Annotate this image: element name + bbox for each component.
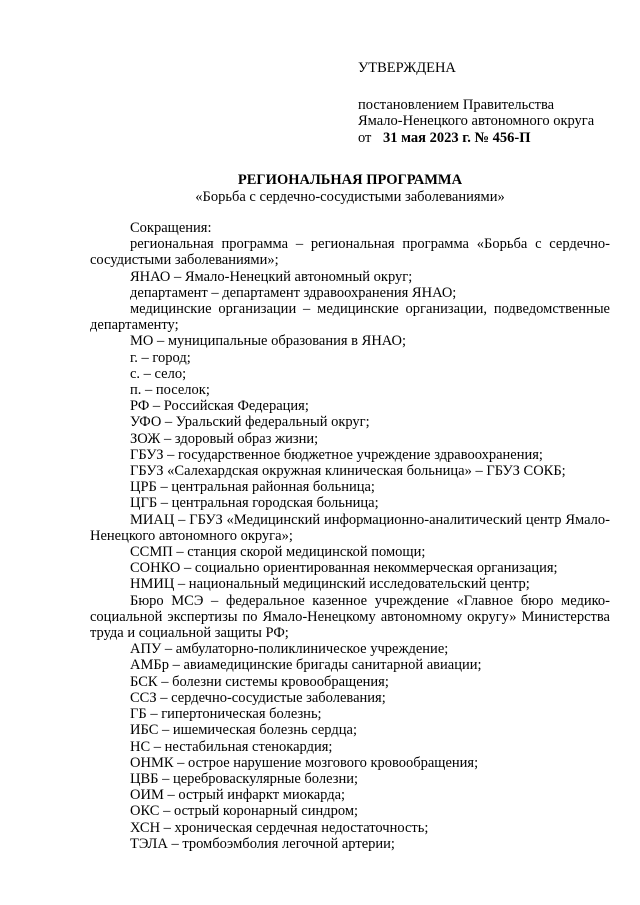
approval-date-prefix: от xyxy=(358,129,372,146)
abbreviation-item: ГБ – гипертоническая болезнь; xyxy=(130,706,322,723)
abbreviation-item: БСК – болезни системы кровообращения; xyxy=(130,673,389,690)
approval-date-line xyxy=(358,130,628,147)
approval-stamp: УТВЕРЖДЕНА xyxy=(358,60,456,76)
abbreviation-item: ЯНАО – Ямало-Ненецкий автономный округ; xyxy=(130,268,413,285)
abbreviation-item: п. – поселок; xyxy=(130,382,210,399)
abbreviation-item: региональная программа – региональная программа «Борьба с сердечно-сосудистыми заболеваниями»; xyxy=(90,236,610,269)
abbreviation-item: ЦРБ – центральная районная больница; xyxy=(130,479,375,496)
abbreviation-item: ГБУЗ – государственное бюджетное учреждение здравоохранения; xyxy=(130,446,543,463)
abbreviation-item: СОНКО – социально ориентированная некоммерческая организация; xyxy=(130,560,558,577)
abbreviations-list xyxy=(90,220,610,852)
abbreviation-item: РФ – Российская Федерация; xyxy=(130,398,309,415)
abbreviation-item: ХСН – хроническая сердечная недостаточность; xyxy=(130,819,429,836)
abbreviation-item: ЗОЖ – здоровый образ жизни; xyxy=(130,430,319,447)
program-heading xyxy=(90,172,610,206)
abbreviation-item: медицинские организации – медицинские организации, подведомственные департаменту; xyxy=(90,301,610,334)
abbreviation-item: ОНМК – острое нарушение мозгового кровообращения; xyxy=(130,754,479,771)
abbreviation-item: МО – муниципальные образования в ЯНАО; xyxy=(130,333,407,350)
abbreviation-item: НМИЦ – национальный медицинский исследовательский центр; xyxy=(130,576,530,593)
abbreviation-item: НС – нестабильная стенокардия; xyxy=(130,738,333,755)
abbreviation-item: г. – город; xyxy=(130,349,191,366)
abbreviations-heading: Сокращения: xyxy=(130,220,212,236)
approval-block xyxy=(358,60,628,146)
abbreviation-item: с. – село; xyxy=(130,365,187,382)
approval-date-value: 31 мая 2023 г. № 456-П xyxy=(383,129,531,146)
approval-line-1: постановлением Правительства xyxy=(358,96,555,113)
abbreviation-item: АМБр – авиамедицинские бригады санитарной авиации; xyxy=(130,657,482,674)
abbreviation-item: ИБС – ишемическая болезнь сердца; xyxy=(130,722,357,739)
abbreviation-item: ССМП – станция скорой медицинской помощи; xyxy=(130,544,426,561)
abbreviation-item: МИАЦ – ГБУЗ «Медицинский информационно-аналитический центр Ямало-Ненецкого автономного округа»; xyxy=(90,511,610,544)
abbreviation-item: департамент – департамент здравоохранения ЯНАО; xyxy=(130,284,457,301)
abbreviation-item: УФО – Уральский федеральный округ; xyxy=(130,414,370,431)
abbreviation-item: ЦГБ – центральная городская больница; xyxy=(130,495,379,512)
abbreviation-item: ГБУЗ «Салехардская окружная клиническая больница» – ГБУЗ СОКБ; xyxy=(130,463,566,480)
abbreviation-item: ОИМ – острый инфаркт миокарда; xyxy=(130,787,346,804)
abbreviation-item: ССЗ – сердечно-сосудистые заболевания; xyxy=(130,689,386,706)
abbreviation-item: ЦВБ – цереброваскулярные болезни; xyxy=(130,770,358,787)
abbreviation-item: ТЭЛА – тромбоэмболия легочной артерии; xyxy=(130,835,395,852)
program-title: РЕГИОНАЛЬНАЯ ПРОГРАММА xyxy=(237,172,463,188)
program-subtitle: «Борьба с сердечно-сосудистыми заболеваниями» xyxy=(195,189,505,205)
abbreviation-item: ОКС – острый коронарный синдром; xyxy=(130,803,359,820)
abbreviation-item: Бюро МСЭ – федеральное казенное учреждение «Главное бюро медико-социальной экспертизы по Ямало-Ненецкому автономному округу» Министерства труда и социальной защиты РФ; xyxy=(90,592,610,642)
approval-line-2: Ямало-Ненецкого автономного округа xyxy=(358,113,595,129)
abbreviation-item: АПУ – амбулаторно-поликлиническое учреждение; xyxy=(130,641,449,658)
